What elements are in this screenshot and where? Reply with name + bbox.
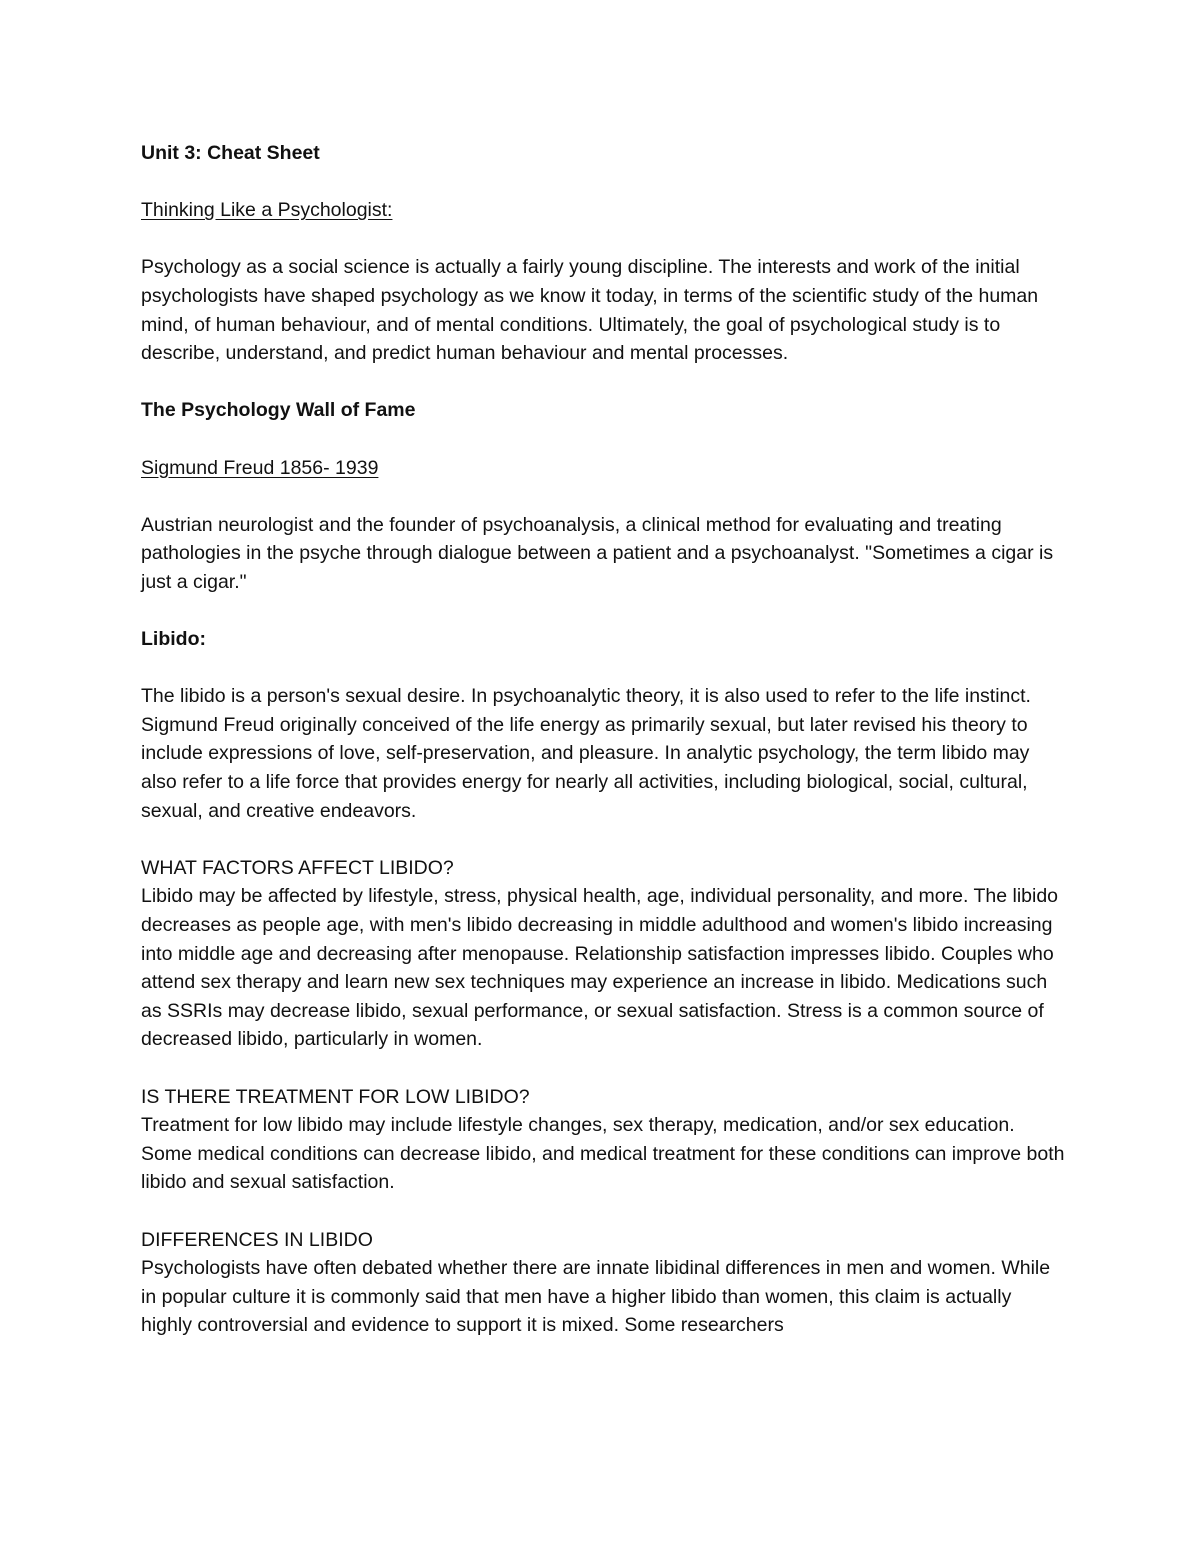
paragraph-differences: Psychologists have often debated whether there are innate libidinal differences in men and women. While in popular culture it is commonly said that men have a higher libido than women, this claim is actually highly controversial and evidence to support it is mixed. Some researchers [141,1257,1051,1337]
section-heading-libido: Libido: [141,628,206,651]
subheading-factors: WHAT FACTORS AFFECT LIBIDO? [141,856,454,879]
document-title: Unit 3: Cheat Sheet [141,142,320,164]
paragraph-factors: Libido may be affected by lifestyle, stress, physical health, age, individual personality, and more. The libido decreases as people age, with men's libido decreasing in middle adulthood and women's libido increasing into middle age and decreasing after menopause. Relationship satisfaction impresses libido. Couples who attend sex therapy and learn new sex techniques may experience an increase in libido. Medications such as SSRIs may decrease libido, sexual performance, or sexual satisfaction. Stress is a common source of decreased libido, particularly in women. [141,885,1059,1051]
subheading-differences: DIFFERENCES IN LIBIDO [141,1228,373,1251]
paragraph-thinking: Psychology as a social science is actually a fairly young discipline. The interests and work of the initial psychologists have shaped psychology as we know it today, in terms of the scientific study of the human mind, of human behaviour, and of mental conditions. Ultimately, the goal of psychological study is to describe, understand, and predict human behaviour and mental processes. [141,256,1039,365]
document-page [141,139,1066,1369]
block-treatment [141,1083,1066,1197]
paragraph-libido: The libido is a person's sexual desire. In psychoanalytic theory, it is also used to refer to the life instinct. Sigmund Freud originally conceived of the life energy as primarily sexual, but later revised his theory to include expressions of love, self-preservation, and pleasure. In analytic psychology, the term libido may also refer to a life force that provides energy for nearly all activities, including biological, social, cultural, sexual, and creative endeavors. [141,685,1031,822]
block-factors [141,854,1066,1054]
subheading-treatment: IS THERE TREATMENT FOR LOW LIBIDO? [141,1085,530,1108]
section-heading-freud: Sigmund Freud 1856- 1939 [141,456,379,479]
section-heading-wall-of-fame: The Psychology Wall of Fame [141,399,416,422]
section-heading-thinking: Thinking Like a Psychologist: [141,199,393,222]
paragraph-freud: Austrian neurologist and the founder of psychoanalysis, a clinical method for evaluating and treating pathologies in the psyche through dialogue between a patient and a psychoanalyst. "Sometimes a cigar is just a cigar." [141,513,1054,593]
paragraph-treatment: Treatment for low libido may include lifestyle changes, sex therapy, medication, and/or sex education. Some medical conditions can decrease libido, and medical treatment for these conditions can improve both libido and sexual satisfaction. [141,1114,1065,1194]
block-differences [141,1226,1066,1340]
